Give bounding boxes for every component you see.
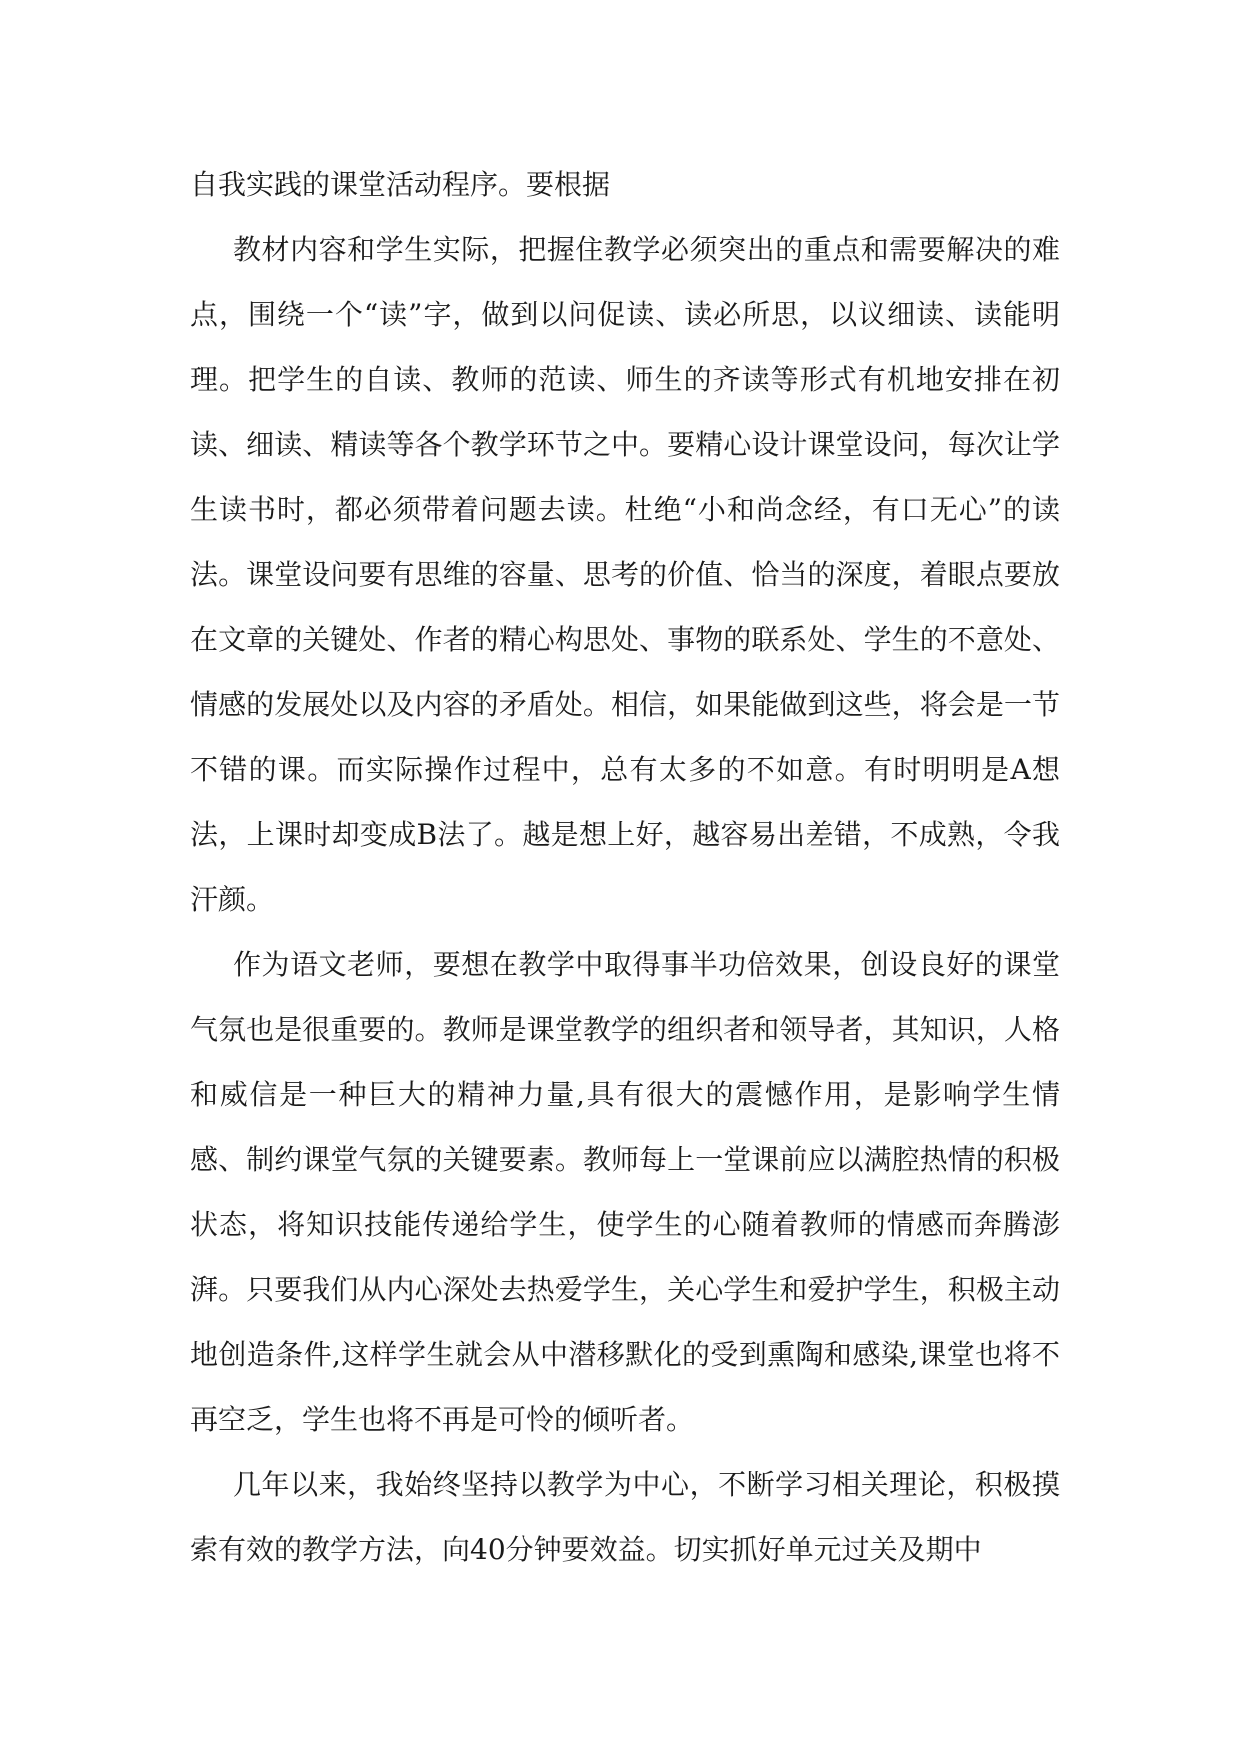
- paragraph-reading-instruction: 教材内容和学生实际，把握住教学必须突出的重点和需要解决的难点，围绕一个“读”字，做到以问促读、读必所思，以议细读、读能明理。把学生的自读、教师的范读、师生的齐读等形式有机地安排在初读、细读、精读等各个教学环节之中。要精心设计课堂设问，每次让学生读书时，都必须带着问题去读。杜绝“小和尚念经，有口无心”的读法。课堂设问要有思维的容量、思考的价值、恰当的深度，着眼点要放在文章的关键处、作者的精心构思处、事物的联系处、学生的不意处、情感的发展处以及内容的矛盾处。相信，如果能做到这些，将会是一节不错的课。而实际操作过程中，总有太多的不如意。有时明明是A想法，上课时却变成B法了。越是想上好，越容易出差错，不成熟，令我汗颜。: [190, 233, 1060, 916]
- document-body: [190, 152, 1060, 1582]
- paragraph-continuation: 自我实践的课堂活动程序。要根据: [190, 168, 611, 201]
- paragraph-teaching-methods: 几年以来，我始终坚持以教学为中心，不断学习相关理论，积极摸索有效的教学方法，向40分钟要效益。切实抓好单元过关及期中: [190, 1468, 1060, 1566]
- paragraph-classroom-atmosphere: 作为语文老师，要想在教学中取得事半功倍效果，创设良好的课堂气氛也是很重要的。教师是课堂教学的组织者和领导者，其知识，人格和威信是一种巨大的精神力量,具有很大的震憾作用，是影响学生情感、制约课堂气氛的关键要素。教师每上一堂课前应以满腔热情的积极状态，将知识技能传递给学生，使学生的心随着教师的情感而奔腾澎湃。只要我们从内心深处去热爱学生，关心学生和爱护学生，积极主动地创造条件,这样学生就会从中潜移默化的受到熏陶和感染,课堂也将不再空乏，学生也将不再是可怜的倾听者。: [190, 948, 1060, 1436]
